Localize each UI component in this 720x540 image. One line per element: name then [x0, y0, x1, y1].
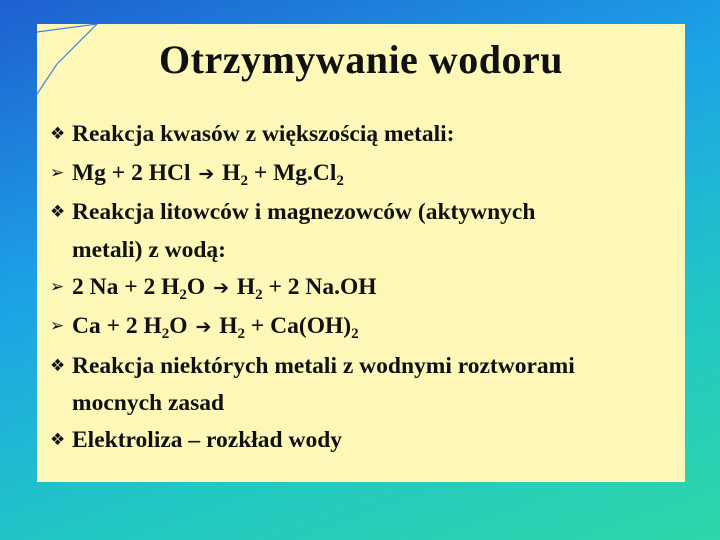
equation-row [50, 307, 680, 347]
subscript: 2 [161, 326, 170, 342]
eq-left: O [169, 313, 194, 339]
eq-product: H [230, 273, 256, 300]
reaction-arrow-icon: ➔ [198, 162, 215, 185]
eq-product: H [216, 159, 241, 186]
diamond-bullet-icon: ❖ [50, 124, 66, 144]
eq-product: + 2 Na.OH [262, 273, 377, 300]
eq-product: + Mg.Cl [247, 159, 337, 186]
item-text: Elektroliza – rozkład wody [72, 427, 343, 453]
reaction-arrow-icon: ➔ [213, 276, 229, 299]
diamond-bullet-icon: ❖ [50, 430, 66, 450]
item-text-line2: mocnych zasad [72, 390, 225, 416]
list-item [50, 421, 680, 460]
subscript: 2 [336, 172, 344, 189]
bullet-list [50, 115, 680, 460]
arrowhead-bullet-icon: ➢ [50, 276, 65, 297]
list-item [50, 193, 680, 268]
eq-left: 2 Na + 2 H [72, 273, 180, 300]
item-text-line1: Reakcja niektórych metali z wodnymi roztworami [72, 352, 575, 379]
slide-title: Otrzymywanie wodoru [159, 37, 563, 82]
eq-left: Ca + 2 H [72, 313, 162, 339]
diamond-bullet-icon: ❖ [50, 202, 66, 222]
subscript: 2 [179, 286, 187, 303]
subscript: 2 [255, 286, 263, 303]
list-item [50, 115, 680, 154]
list-item [50, 347, 680, 422]
eq-product: H [213, 313, 238, 339]
arrowhead-bullet-icon: ➢ [50, 162, 65, 183]
subscript: 2 [237, 326, 246, 342]
subscript: 2 [351, 326, 359, 342]
eq-product: + Ca(OH) [245, 313, 352, 339]
eq-left: O [186, 273, 212, 300]
arrowhead-bullet-icon: ➢ [50, 316, 65, 336]
item-text-line1: Reakcja litowców i magnezowców (aktywnych [72, 199, 536, 225]
item-text: Reakcja kwasów z większością metali: [72, 121, 455, 147]
equation-row [50, 268, 680, 308]
subscript: 2 [240, 172, 248, 189]
equation-row [50, 154, 680, 194]
diamond-bullet-icon: ❖ [50, 355, 66, 376]
eq-left: Mg + 2 HCl [72, 159, 197, 186]
reaction-arrow-icon: ➔ [195, 316, 212, 338]
item-text-line2: metali) z wodą: [72, 236, 227, 263]
